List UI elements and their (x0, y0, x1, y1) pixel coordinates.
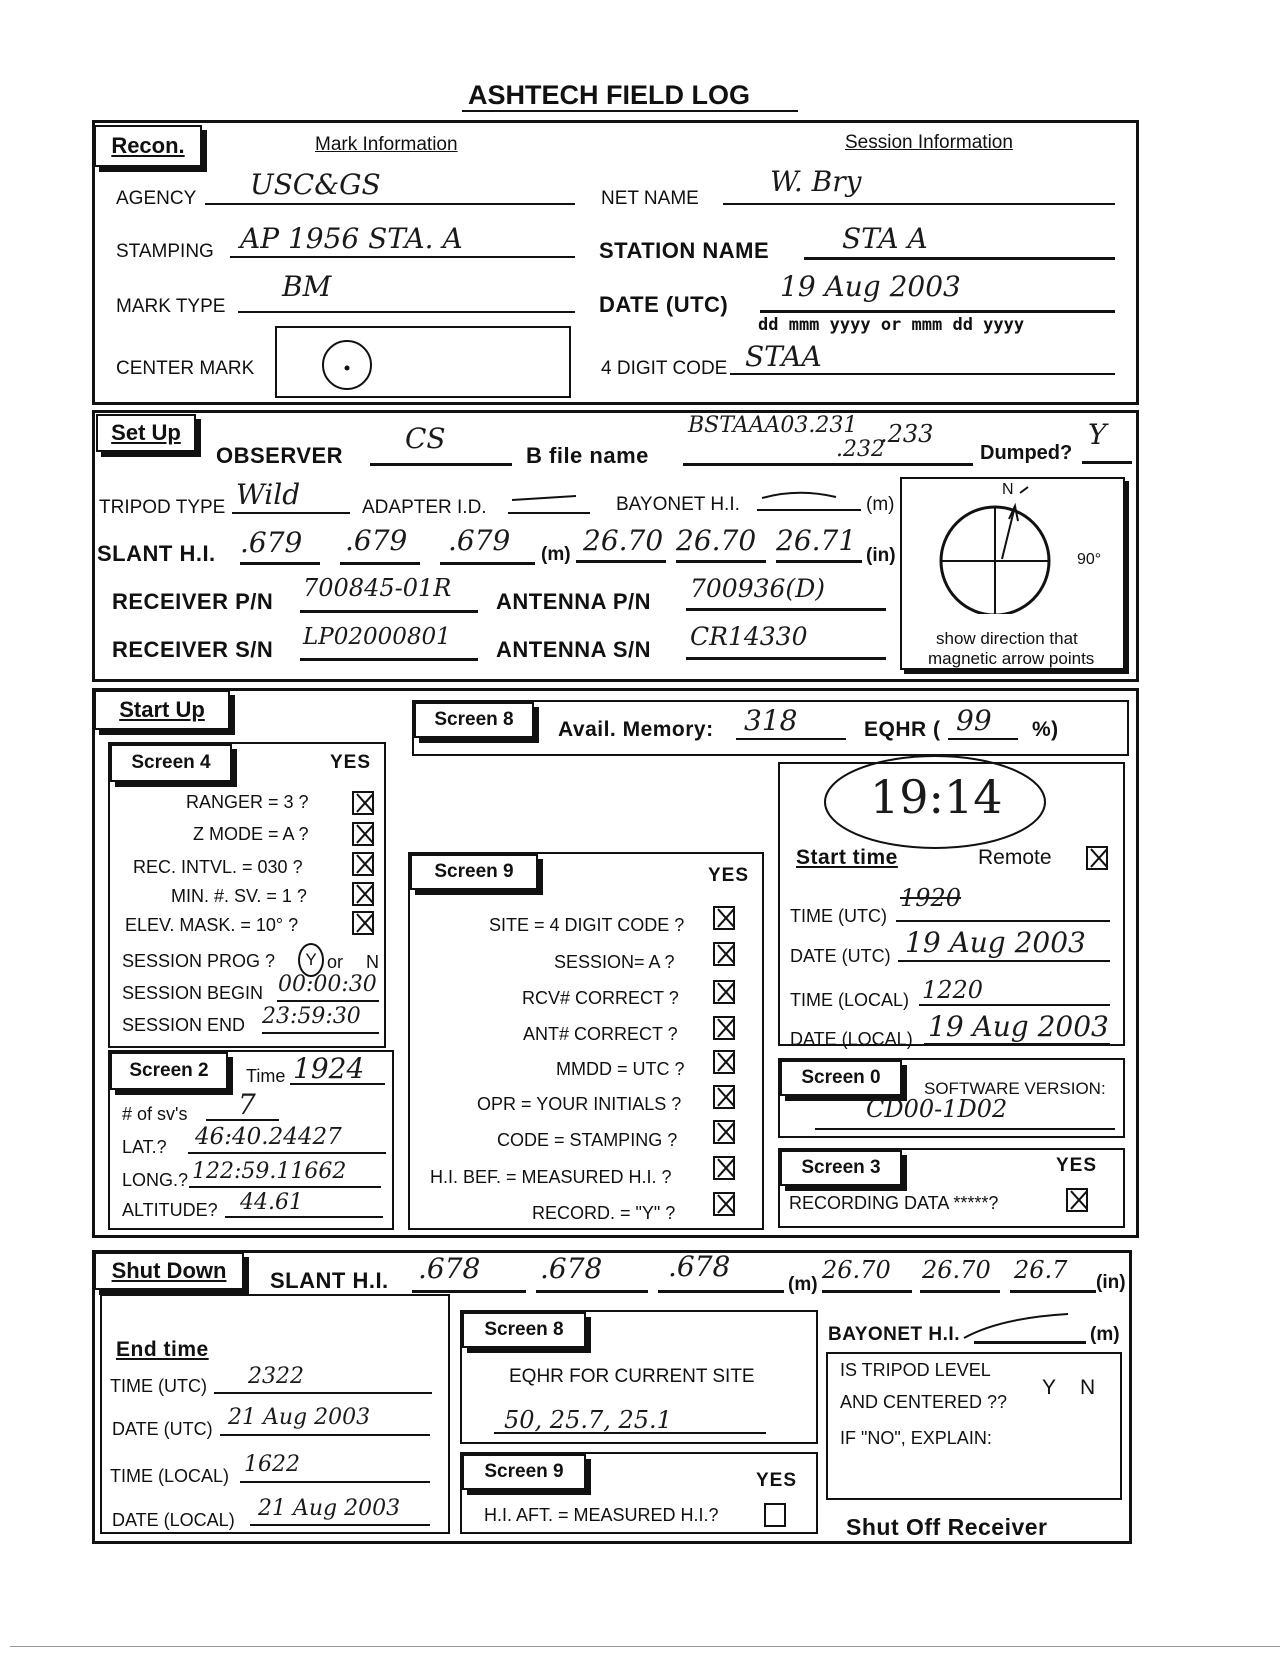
title-underline (462, 110, 798, 112)
antenna-sn-line (686, 657, 886, 660)
st-date-utc-line (898, 960, 1110, 962)
st-time-local-line (919, 1004, 1110, 1006)
date-utc-label: DATE (UTC) (599, 292, 729, 317)
st-time-utc-line (896, 920, 1110, 922)
stamping-label: STAMPING (116, 241, 214, 262)
sd-slant-in-value-1[interactable]: 26.70 (822, 1256, 891, 1284)
s9-opr-checkbox[interactable] (713, 1085, 735, 1109)
antenna-sn-value[interactable]: CR14330 (690, 622, 808, 651)
s9-hi-label: H.I. BEF. = MEASURED H.I. ? (430, 1167, 672, 1187)
slant-label: SLANT H.I. (97, 541, 216, 566)
slant-in-line-2 (676, 560, 766, 563)
software-label: SOFTWARE VERSION: (924, 1079, 1106, 1098)
session-end-label: SESSION END (122, 1015, 246, 1035)
memory-value[interactable]: 318 (744, 704, 798, 737)
st-time-utc-value[interactable]: 1920 (900, 884, 962, 912)
sd-screen9-tab: Screen 9 (462, 1454, 586, 1490)
date-format-hint: dd mmm yyyy or mmm dd yyyy (758, 315, 1025, 335)
sd-date-utc-label: DATE (UTC) (112, 1419, 213, 1439)
sd-date-utc-line (220, 1434, 430, 1436)
eqhr-value[interactable]: 99 (956, 704, 992, 737)
bfile-line (683, 463, 973, 466)
setup-tab: Set Up (96, 414, 196, 452)
digit-code-value[interactable]: STAA (745, 340, 822, 373)
start-time-label: Start time (796, 846, 898, 869)
date-utc-line (760, 310, 1115, 313)
slant-m-line-1 (240, 562, 320, 565)
tripod-value[interactable]: Wild (236, 478, 301, 511)
st-time-local-value[interactable]: 1220 (922, 976, 984, 1004)
startup-tab: Start Up (94, 690, 230, 730)
receiver-sn-value[interactable]: LP02000801 (303, 624, 451, 650)
st-time-local-label: TIME (LOCAL) (790, 990, 910, 1010)
software-line (815, 1128, 1115, 1130)
center-mark-box (275, 326, 571, 398)
compass-caption-1: show direction that (936, 629, 1078, 648)
slant-in-unit: (in) (866, 545, 896, 566)
end-time-label: End time (116, 1338, 209, 1361)
altitude-label: ALTITUDE? (122, 1200, 218, 1220)
sd-date-utc-value[interactable]: 21 Aug 2003 (228, 1405, 371, 1430)
station-name-label: STATION NAME (599, 238, 770, 263)
date-utc-value[interactable]: 19 Aug 2003 (780, 270, 961, 303)
slant-in-value-2[interactable]: 26.70 (676, 524, 757, 557)
slant-m-value-1[interactable]: .679 (240, 526, 303, 559)
net-name-value[interactable]: W. Bry (770, 165, 862, 198)
svs-value[interactable]: 7 (238, 1088, 256, 1121)
screen2-time-value[interactable]: 1924 (293, 1052, 365, 1085)
st-date-utc-label: DATE (UTC) (790, 946, 891, 966)
bayonet-unit: (m) (866, 494, 895, 515)
slant-m-line-3 (440, 562, 535, 565)
circled-time[interactable]: 19:14 (870, 770, 1003, 824)
tripod-line (232, 512, 350, 514)
sd-time-utc-value[interactable]: 2322 (248, 1364, 304, 1389)
sd-time-local-value[interactable]: 1622 (244, 1452, 300, 1477)
s9-mmdd-label: MMDD = UTC ? (556, 1059, 685, 1079)
mark-type-label: MARK TYPE (116, 296, 226, 317)
session-end-value[interactable]: 23:59:30 (262, 1004, 361, 1029)
s9-code-label: CODE = STAMPING ? (497, 1130, 678, 1150)
sd-slant-m-unit: (m) (788, 1274, 818, 1295)
eqhr-current-label: EQHR FOR CURRENT SITE (509, 1366, 755, 1387)
observer-value[interactable]: CS (405, 422, 446, 455)
screen3-tab: Screen 3 (780, 1150, 902, 1186)
memory-label: Avail. Memory: (558, 718, 714, 741)
slant-m-line-2 (340, 562, 420, 565)
antenna-pn-value[interactable]: 700936(D) (690, 574, 825, 603)
net-name-line (723, 203, 1115, 205)
slant-m-value-3[interactable]: .679 (448, 524, 511, 557)
elev-mask-checkbox[interactable] (352, 911, 374, 935)
long-value[interactable]: 122:59.11662 (192, 1159, 347, 1184)
compass-box (900, 477, 1125, 670)
bfile-value-1[interactable]: BSTAAA03.231 (688, 413, 858, 438)
agency-label: AGENCY (116, 188, 197, 209)
screen4-yes: YES (330, 752, 372, 773)
sd-date-local-value[interactable]: 21 Aug 2003 (258, 1496, 401, 1521)
screen2-time-label: Time (246, 1066, 286, 1086)
screen4-tab: Screen 4 (110, 744, 232, 782)
eqhr-suffix: %) (1032, 718, 1059, 741)
s9-hi-checkbox[interactable] (713, 1156, 735, 1180)
antenna-pn-line (686, 608, 886, 611)
sd-screen8-tab: Screen 8 (462, 1312, 586, 1348)
sd-slant-in-value-2[interactable]: 26.70 (922, 1256, 991, 1284)
session-end-line (262, 1032, 379, 1034)
tripod-level-label-2: AND CENTERED ?? (840, 1392, 1008, 1412)
tripod-level-n[interactable]: N (1080, 1376, 1096, 1399)
long-line (189, 1186, 381, 1188)
s9-session-label: SESSION= A ? (554, 952, 675, 972)
screen9-tab: Screen 9 (410, 854, 538, 890)
screen9-yes: YES (708, 865, 750, 886)
lat-line (188, 1152, 386, 1154)
mark-info-header: Mark Information (315, 134, 458, 155)
min-sv-checkbox[interactable] (352, 882, 374, 906)
zmode-checkbox[interactable] (352, 822, 374, 846)
sd-bayonet-dash (960, 1312, 1080, 1342)
session-begin-line (277, 1000, 379, 1002)
recording-label: RECORDING DATA *****? (789, 1193, 999, 1213)
session-begin-value[interactable]: 00:00:30 (278, 972, 377, 997)
s9-site-checkbox[interactable] (713, 906, 735, 930)
antenna-sn-label: ANTENNA S/N (496, 637, 652, 662)
center-mark-sketch (277, 328, 569, 396)
hi-aft-label: H.I. AFT. = MEASURED H.I.? (484, 1505, 719, 1525)
memory-line (736, 738, 846, 740)
compass-90: 90° (1077, 551, 1102, 568)
explain-label: IF "NO", EXPLAIN: (840, 1428, 992, 1448)
receiver-sn-line (300, 658, 478, 661)
rec-intvl-label: REC. INTVL. = 030 ? (133, 857, 303, 877)
sd-time-local-label: TIME (LOCAL) (110, 1466, 230, 1486)
session-prog-or: or (327, 952, 344, 972)
altitude-value[interactable]: 44.61 (240, 1190, 303, 1215)
receiver-pn-label: RECEIVER P/N (112, 589, 274, 614)
sd-slant-m-line-3 (658, 1290, 784, 1293)
s9-record-label: RECORD. = "Y" ? (532, 1203, 676, 1223)
compass-caption-2: magnetic arrow points (928, 649, 1095, 668)
dumped-label: Dumped? (980, 442, 1073, 464)
screen8-tab: Screen 8 (414, 702, 534, 738)
sd-date-local-line (250, 1524, 430, 1526)
remote-checkbox[interactable] (1086, 846, 1108, 870)
s9-rcv-checkbox[interactable] (713, 980, 735, 1004)
net-name-label: NET NAME (601, 188, 699, 209)
sd-bayonet-label: BAYONET H.I. (828, 1324, 960, 1345)
slant-in-value-1[interactable]: 26.70 (583, 524, 664, 557)
antenna-pn-label: ANTENNA P/N (496, 589, 652, 614)
shut-off-label: Shut Off Receiver (846, 1514, 1048, 1540)
slant-m-value-2[interactable]: .679 (345, 524, 408, 557)
observer-label: OBSERVER (216, 443, 344, 468)
sd-slant-in-line-3 (1010, 1290, 1096, 1293)
rec-intvl-checkbox[interactable] (352, 852, 374, 876)
agency-line (205, 203, 575, 205)
lat-label: LAT.? (122, 1137, 167, 1157)
sd-slant-in-unit: (in) (1096, 1272, 1126, 1293)
ranger-checkbox[interactable] (352, 791, 374, 815)
s9-opr-label: OPR = YOUR INITIALS ? (477, 1094, 682, 1114)
dumped-line (1082, 461, 1132, 464)
bfile-label: B file name (526, 443, 649, 468)
observer-line (370, 463, 512, 466)
eqhr-label: EQHR ( (864, 718, 941, 741)
sd-slant-in-line-2 (920, 1290, 1000, 1293)
bfile-value-2[interactable]: .232 (836, 437, 885, 462)
sd-slant-in-value-3[interactable]: 26.7 (1014, 1256, 1068, 1284)
ranger-label: RANGER = 3 ? (186, 792, 309, 812)
s9-ant-label: ANT# CORRECT ? (523, 1024, 678, 1044)
center-mark-label: CENTER MARK (116, 358, 255, 379)
session-begin-label: SESSION BEGIN (122, 983, 264, 1003)
s9-rcv-label: RCV# CORRECT ? (522, 988, 679, 1008)
receiver-pn-value[interactable]: 700845-01R (303, 574, 452, 602)
sd-slant-m-value-3[interactable]: .678 (668, 1250, 731, 1283)
remote-label: Remote (978, 846, 1052, 869)
st-date-utc-value[interactable]: 19 Aug 2003 (905, 926, 1086, 959)
sd-slant-m-line-1 (412, 1290, 526, 1293)
station-name-line (804, 257, 1115, 260)
digit-code-line (730, 373, 1115, 375)
digit-code-label: 4 DIGIT CODE (601, 358, 728, 379)
adapter-label: ADAPTER I.D. (362, 497, 487, 518)
screen0-tab: Screen 0 (780, 1060, 902, 1096)
lat-value[interactable]: 46:40.24427 (195, 1124, 342, 1150)
slant-in-value-3[interactable]: 26.71 (776, 524, 857, 557)
s9-session-checkbox[interactable] (713, 942, 735, 966)
tripod-level-y[interactable]: Y (1042, 1376, 1057, 1399)
s9-code-checkbox[interactable] (713, 1120, 735, 1144)
bfile-value-3[interactable]: .233 (880, 420, 934, 448)
sd-time-utc-label: TIME (UTC) (110, 1376, 207, 1396)
station-name-value[interactable]: STA A (842, 222, 928, 255)
compass-rose-icon[interactable] (902, 479, 1123, 614)
stamping-value[interactable]: AP 1956 STA. A (240, 222, 463, 255)
sd-slant-m-value-2[interactable]: .678 (540, 1252, 603, 1285)
sd-date-local-label: DATE (LOCAL) (112, 1510, 235, 1530)
bayonet-label: BAYONET H.I. (616, 494, 740, 515)
s9-ant-checkbox[interactable] (713, 1016, 735, 1040)
stamping-line (230, 256, 575, 258)
svs-label: # of sv's (122, 1104, 188, 1124)
tripod-label: TRIPOD TYPE (99, 497, 226, 518)
sd-slant-label: SLANT H.I. (270, 1268, 389, 1293)
slant-m-unit: (m) (541, 544, 571, 565)
bayonet-line (757, 509, 861, 511)
session-info-header: Session Information (845, 132, 1013, 153)
altitude-line (225, 1216, 383, 1218)
zmode-label: Z MODE = A ? (193, 824, 309, 844)
min-sv-label: MIN. #. SV. = 1 ? (171, 886, 307, 906)
long-label: LONG.? (122, 1170, 189, 1190)
receiver-pn-line (300, 610, 478, 613)
agency-value[interactable]: USC&GS (250, 168, 381, 201)
software-value[interactable]: CD00-1D02 (866, 1095, 1008, 1123)
screen2-tab: Screen 2 (110, 1052, 228, 1090)
mark-type-line (238, 311, 575, 313)
tripod-level-label-1: IS TRIPOD LEVEL (840, 1360, 991, 1380)
eqhr-line (948, 738, 1018, 740)
screen3-yes: YES (1056, 1155, 1098, 1176)
mark-type-value[interactable]: BM (282, 270, 332, 303)
sd-time-local-line (240, 1481, 430, 1483)
slant-in-line-3 (776, 560, 862, 563)
sd-bayonet-unit: (m) (1090, 1324, 1120, 1345)
s9-record-checkbox[interactable] (713, 1192, 735, 1216)
eqhr-current-value[interactable]: 50, 25.7, 25.1 (504, 1406, 672, 1434)
session-prog-y[interactable]: Y (298, 943, 324, 977)
hi-aft-checkbox[interactable] (764, 1503, 786, 1527)
receiver-sn-label: RECEIVER S/N (112, 637, 274, 662)
session-prog-label: SESSION PROG ? (122, 951, 276, 971)
st-date-local-line (924, 1043, 1110, 1045)
slant-in-line-1 (576, 560, 666, 563)
adapter-line (508, 512, 590, 514)
s9-site-label: SITE = 4 DIGIT CODE ? (489, 915, 685, 935)
shutdown-tab: Shut Down (94, 1252, 244, 1290)
page-title: ASHTECH FIELD LOG (468, 80, 750, 110)
dumped-value[interactable]: Y (1088, 418, 1107, 451)
elev-mask-label: ELEV. MASK. = 10° ? (125, 915, 299, 935)
recon-tab: Recon. (94, 125, 202, 167)
sd-slant-m-value-1[interactable]: .678 (418, 1252, 481, 1285)
session-prog-n[interactable]: N (366, 952, 379, 972)
st-date-local-value[interactable]: 19 Aug 2003 (928, 1010, 1109, 1043)
adapter-dash (510, 492, 580, 504)
bottom-page-edge (10, 1646, 1280, 1647)
st-date-local-label: DATE (LOCAL) (790, 1029, 913, 1049)
st-time-utc-label: TIME (UTC) (790, 906, 887, 926)
compass-n: N (1002, 481, 1014, 498)
sd-slant-in-line-1 (822, 1290, 912, 1293)
sd-slant-m-line-2 (536, 1290, 648, 1293)
recording-checkbox[interactable] (1066, 1188, 1088, 1212)
bayonet-dash (760, 488, 840, 502)
sd-screen9-yes: YES (756, 1470, 798, 1491)
s9-mmdd-checkbox[interactable] (713, 1050, 735, 1074)
sd-time-utc-line (214, 1392, 432, 1394)
